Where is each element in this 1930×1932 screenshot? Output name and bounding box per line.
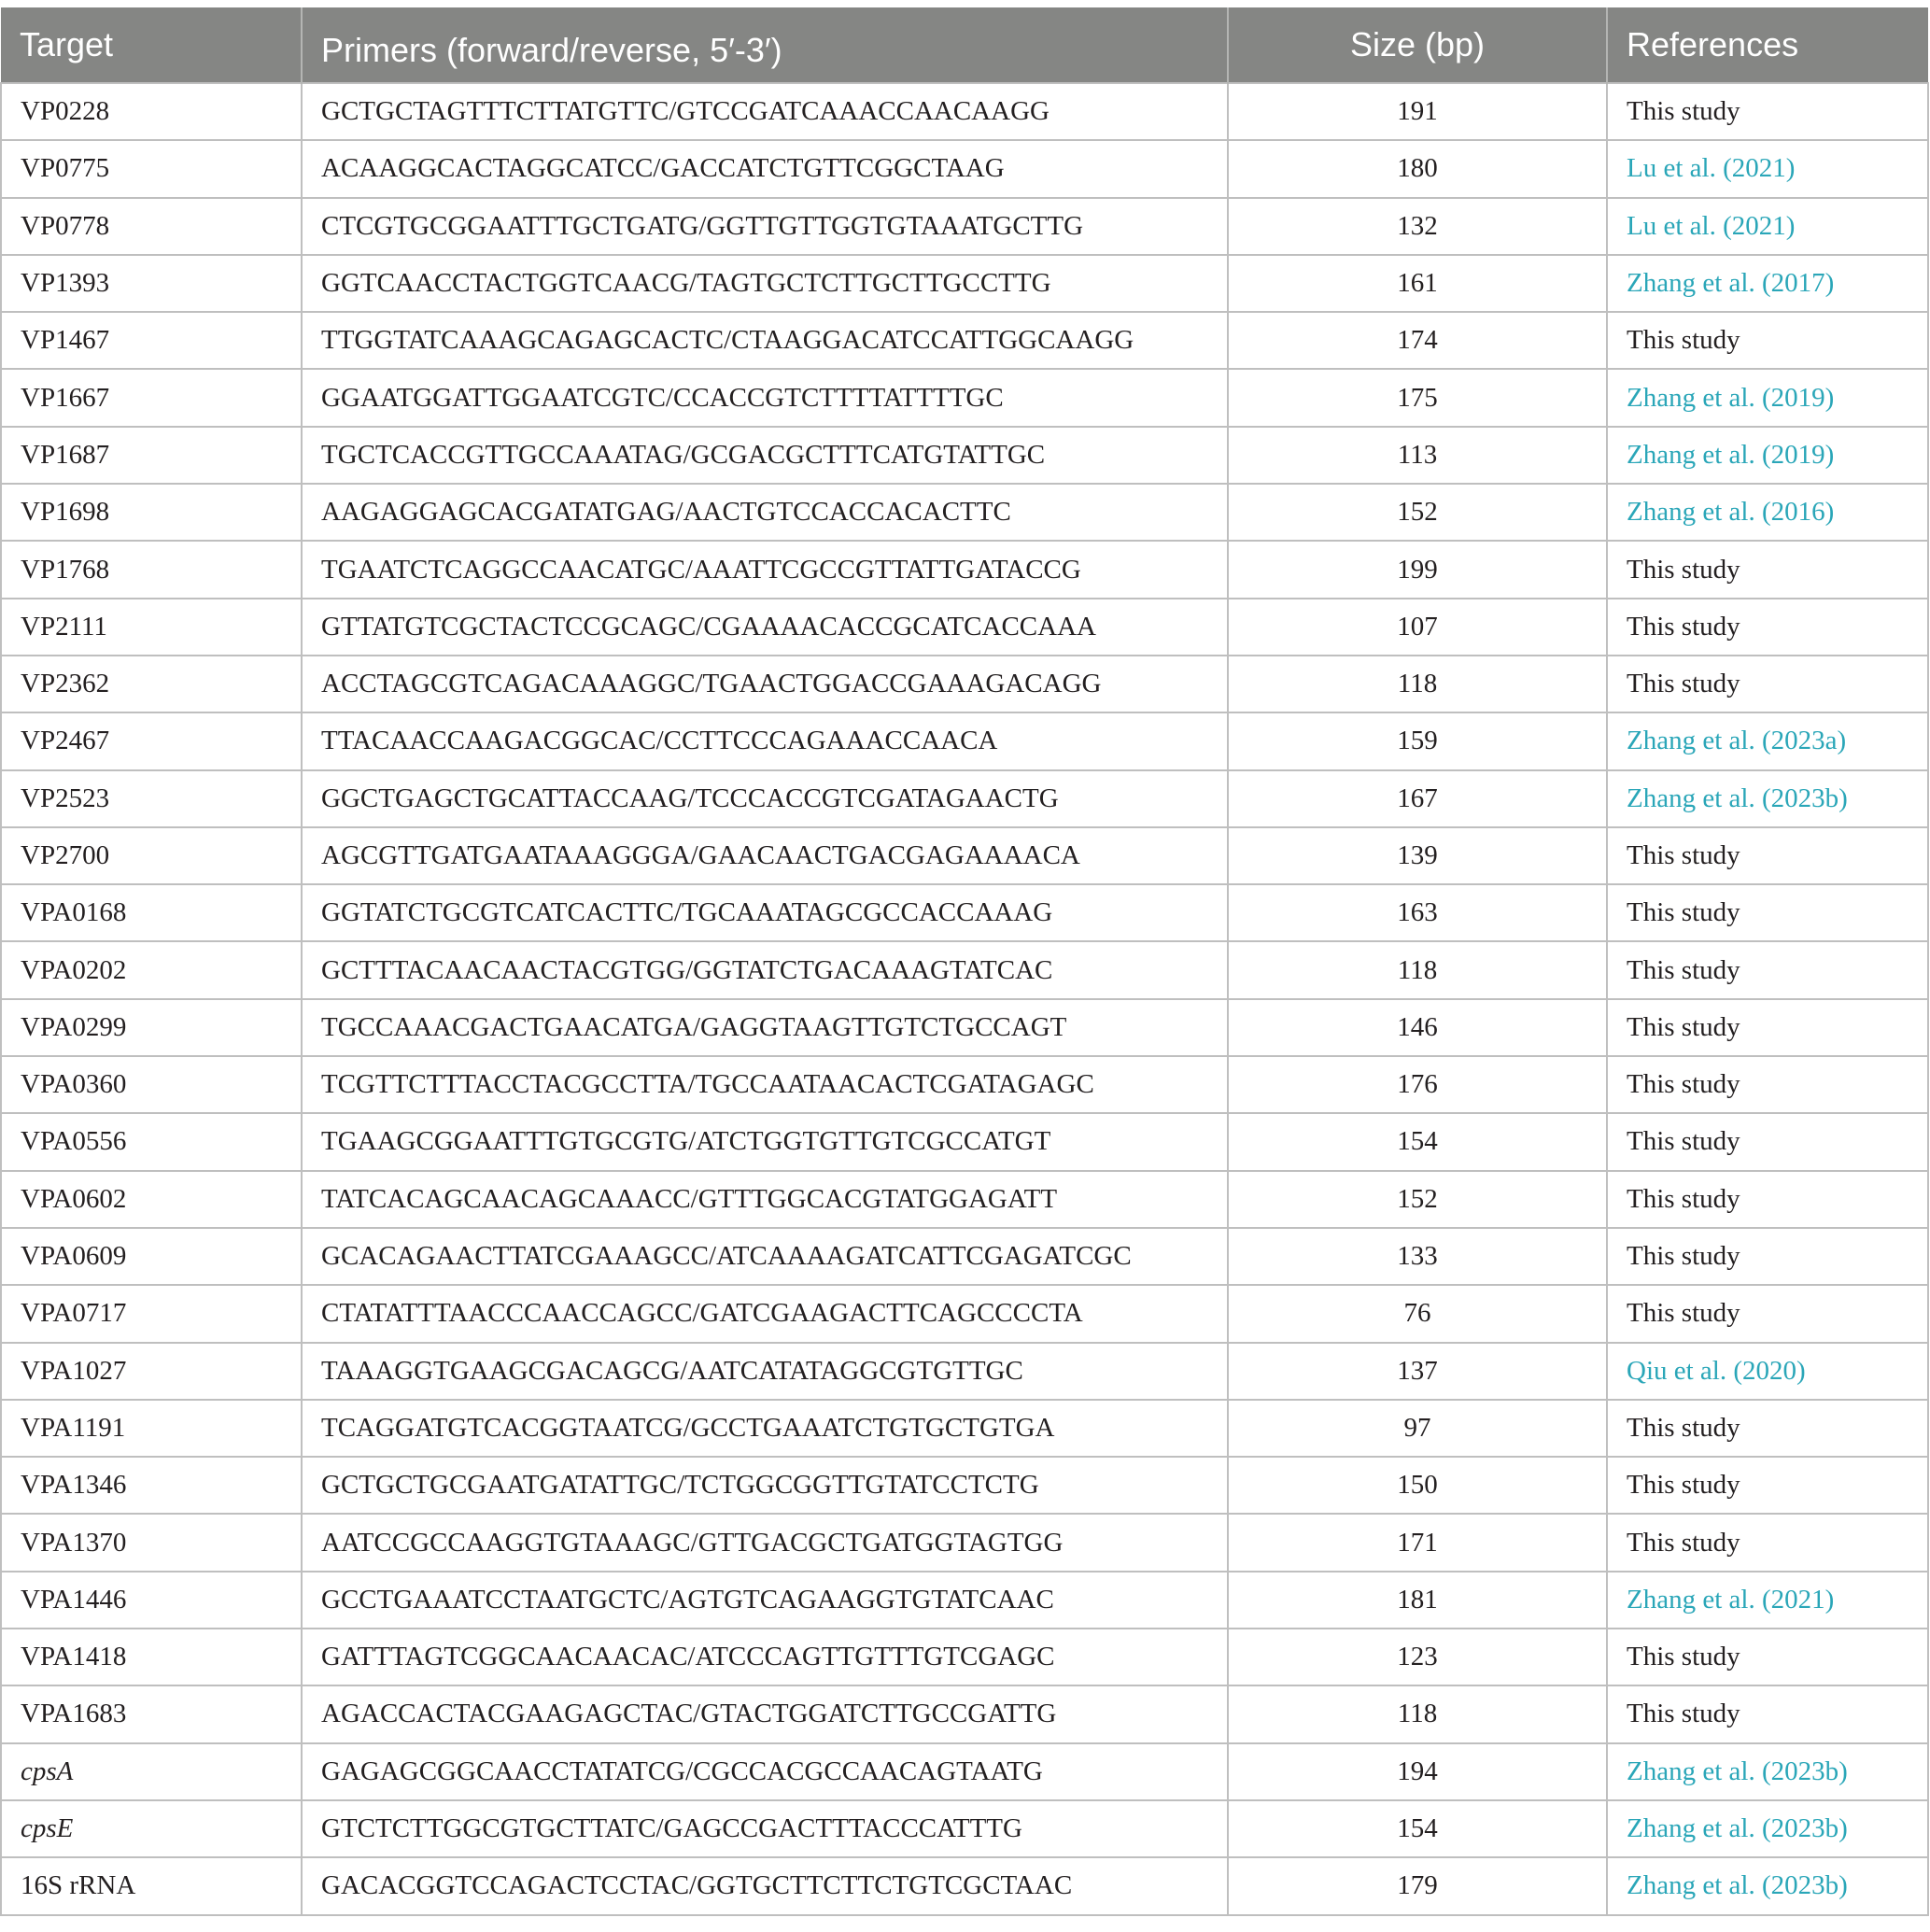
reference-link[interactable]: Qiu et al. (2020) xyxy=(1607,1343,1928,1400)
target-cell: VPA1418 xyxy=(1,1629,302,1685)
table-row xyxy=(1,198,1928,255)
primers-cell: GTTATGTCGCTACTCCGCAGC/CGAAAACACCGCATCACCAAA xyxy=(302,599,1228,656)
target-cell: cpsE xyxy=(1,1800,302,1857)
size-cell: 179 xyxy=(1228,1857,1607,1914)
primers-cell: TCGTTCTTTACCTACGCCTTA/TGCCAATAACACTCGATAGAGC xyxy=(302,1056,1228,1113)
table-row xyxy=(1,1400,1928,1457)
table-row xyxy=(1,484,1928,541)
target-cell: VPA1191 xyxy=(1,1400,302,1457)
table-row xyxy=(1,140,1928,197)
table-row xyxy=(1,1629,1928,1685)
table-row xyxy=(1,83,1928,140)
size-cell: 118 xyxy=(1228,1685,1607,1742)
target-cell: VP1393 xyxy=(1,255,302,312)
size-cell: 118 xyxy=(1228,656,1607,712)
target-cell: VP2700 xyxy=(1,827,302,884)
size-cell: 171 xyxy=(1228,1514,1607,1571)
target-cell: VPA0168 xyxy=(1,884,302,941)
reference-cell: This study xyxy=(1607,83,1928,140)
size-cell: 191 xyxy=(1228,83,1607,140)
size-cell: 133 xyxy=(1228,1228,1607,1285)
primers-cell: GCTGCTGCGAATGATATTGC/TCTGGCGGTTGTATCCTCTG xyxy=(302,1457,1228,1514)
size-cell: 176 xyxy=(1228,1056,1607,1113)
size-cell: 118 xyxy=(1228,941,1607,998)
reference-cell: This study xyxy=(1607,1400,1928,1457)
reference-link[interactable]: Zhang et al. (2023a) xyxy=(1607,712,1928,769)
size-cell: 163 xyxy=(1228,884,1607,941)
target-cell: VP2523 xyxy=(1,770,302,827)
header-row xyxy=(1,7,1928,83)
size-cell: 150 xyxy=(1228,1457,1607,1514)
reference-cell: This study xyxy=(1607,1629,1928,1685)
size-cell: 137 xyxy=(1228,1343,1607,1400)
size-cell: 152 xyxy=(1228,484,1607,541)
reference-cell: This study xyxy=(1607,1285,1928,1342)
primers-cell: GCCTGAAATCCTAATGCTC/AGTGTCAGAAGGTGTATCAAC xyxy=(302,1572,1228,1629)
table-row xyxy=(1,1857,1928,1914)
size-cell: 194 xyxy=(1228,1743,1607,1800)
table-row xyxy=(1,1457,1928,1514)
primers-cell: CTCGTGCGGAATTTGCTGATG/GGTTGTTGGTGTAAATGCTTG xyxy=(302,198,1228,255)
primers-cell: GTCTCTTGGCGTGCTTATC/GAGCCGACTTTACCCATTTG xyxy=(302,1800,1228,1857)
table-row xyxy=(1,656,1928,712)
reference-cell: This study xyxy=(1607,827,1928,884)
table-row xyxy=(1,1514,1928,1571)
target-cell: VP1698 xyxy=(1,484,302,541)
reference-cell: This study xyxy=(1607,599,1928,656)
primers-cell: ACAAGGCACTAGGCATCC/GACCATCTGTTCGGCTAAG xyxy=(302,140,1228,197)
size-cell: 97 xyxy=(1228,1400,1607,1457)
reference-cell: This study xyxy=(1607,1685,1928,1742)
size-cell: 123 xyxy=(1228,1629,1607,1685)
table-row xyxy=(1,255,1928,312)
reference-cell: This study xyxy=(1607,1056,1928,1113)
reference-link[interactable]: Zhang et al. (2023b) xyxy=(1607,1857,1928,1914)
reference-cell: This study xyxy=(1607,941,1928,998)
table-row xyxy=(1,770,1928,827)
target-cell: VP0778 xyxy=(1,198,302,255)
table-row xyxy=(1,1743,1928,1800)
primers-cell: GGAATGGATTGGAATCGTC/CCACCGTCTTTTATTTTGC xyxy=(302,369,1228,426)
reference-link[interactable]: Zhang et al. (2021) xyxy=(1607,1572,1928,1629)
target-cell: VPA1346 xyxy=(1,1457,302,1514)
size-cell: 76 xyxy=(1228,1285,1607,1342)
table-header xyxy=(1,7,1928,83)
target-cell: VPA1027 xyxy=(1,1343,302,1400)
target-cell: VPA0556 xyxy=(1,1113,302,1170)
primers-cell: TTGGTATCAAAGCAGAGCACTC/CTAAGGACATCCATTGGCAAGG xyxy=(302,312,1228,369)
target-cell: VP1667 xyxy=(1,369,302,426)
table-row xyxy=(1,369,1928,426)
target-cell: VP0775 xyxy=(1,140,302,197)
table-row xyxy=(1,1171,1928,1228)
size-cell: 199 xyxy=(1228,541,1607,598)
primers-cell: GGTCAACCTACTGGTCAACG/TAGTGCTCTTGCTTGCCTTG xyxy=(302,255,1228,312)
table-row xyxy=(1,884,1928,941)
reference-cell: This study xyxy=(1607,1171,1928,1228)
reference-link[interactable]: Zhang et al. (2019) xyxy=(1607,427,1928,484)
table-row xyxy=(1,599,1928,656)
table-row xyxy=(1,999,1928,1056)
size-cell: 152 xyxy=(1228,1171,1607,1228)
table-row xyxy=(1,1056,1928,1113)
size-cell: 174 xyxy=(1228,312,1607,369)
reference-link[interactable]: Zhang et al. (2023b) xyxy=(1607,1743,1928,1800)
primers-cell: AGCGTTGATGAATAAAGGGA/GAACAACTGACGAGAAAACA xyxy=(302,827,1228,884)
reference-link[interactable]: Lu et al. (2021) xyxy=(1607,140,1928,197)
target-cell: VP2467 xyxy=(1,712,302,769)
reference-cell: This study xyxy=(1607,541,1928,598)
reference-link[interactable]: Zhang et al. (2023b) xyxy=(1607,1800,1928,1857)
reference-cell: This study xyxy=(1607,999,1928,1056)
table-body xyxy=(1,83,1928,1915)
table-row xyxy=(1,541,1928,598)
reference-cell: This study xyxy=(1607,884,1928,941)
table-row xyxy=(1,941,1928,998)
target-cell: VP1687 xyxy=(1,427,302,484)
primers-cell: ACCTAGCGTCAGACAAAGGC/TGAACTGGACCGAAAGACAGG xyxy=(302,656,1228,712)
primers-cell: GCTTTACAACAACTACGTGG/GGTATCTGACAAAGTATCAC xyxy=(302,941,1228,998)
size-cell: 132 xyxy=(1228,198,1607,255)
primers-cell: AAGAGGAGCACGATATGAG/AACTGTCCACCACACTTC xyxy=(302,484,1228,541)
primers-cell: TGCCAAACGACTGAACATGA/GAGGTAAGTTGTCTGCCAGT xyxy=(302,999,1228,1056)
target-cell: VP1467 xyxy=(1,312,302,369)
primers-cell: AGACCACTACGAAGAGCTAC/GTACTGGATCTTGCCGATTG xyxy=(302,1685,1228,1742)
size-cell: 159 xyxy=(1228,712,1607,769)
table-row xyxy=(1,1343,1928,1400)
target-cell: VP1768 xyxy=(1,541,302,598)
table-row xyxy=(1,1572,1928,1629)
target-cell: VPA0202 xyxy=(1,941,302,998)
target-cell: 16S rRNA xyxy=(1,1857,302,1914)
target-cell: VP2111 xyxy=(1,599,302,656)
reference-cell: This study xyxy=(1607,1457,1928,1514)
primers-cell: TATCACAGCAACAGCAAACC/GTTTGGCACGTATGGAGATT xyxy=(302,1171,1228,1228)
primer-table xyxy=(0,7,1929,1916)
primers-cell: GGTATCTGCGTCATCACTTC/TGCAAATAGCGCCACCAAAG xyxy=(302,884,1228,941)
reference-link[interactable]: Zhang et al. (2016) xyxy=(1607,484,1928,541)
target-cell: VPA0360 xyxy=(1,1056,302,1113)
column-header-references: References xyxy=(1607,7,1928,83)
column-header-primers: Primers (forward/reverse, 5′-3′) xyxy=(302,7,1228,83)
primers-cell: GCACAGAACTTATCGAAAGCC/ATCAAAAGATCATTCGAGATCGC xyxy=(302,1228,1228,1285)
primers-cell: TCAGGATGTCACGGTAATCG/GCCTGAAATCTGTGCTGTGA xyxy=(302,1400,1228,1457)
table-row xyxy=(1,1285,1928,1342)
size-cell: 181 xyxy=(1228,1572,1607,1629)
table-row xyxy=(1,1685,1928,1742)
size-cell: 107 xyxy=(1228,599,1607,656)
size-cell: 167 xyxy=(1228,770,1607,827)
reference-link[interactable]: Zhang et al. (2023b) xyxy=(1607,770,1928,827)
size-cell: 161 xyxy=(1228,255,1607,312)
table-row xyxy=(1,427,1928,484)
reference-cell: This study xyxy=(1607,1113,1928,1170)
target-cell: VPA1370 xyxy=(1,1514,302,1571)
target-cell: VPA1683 xyxy=(1,1685,302,1742)
size-cell: 180 xyxy=(1228,140,1607,197)
size-cell: 113 xyxy=(1228,427,1607,484)
table-row xyxy=(1,312,1928,369)
reference-cell: This study xyxy=(1607,1228,1928,1285)
target-cell: VPA0299 xyxy=(1,999,302,1056)
table-row xyxy=(1,1228,1928,1285)
primers-cell: TAAAGGTGAAGCGACAGCG/AATCATATAGGCGTGTTGC xyxy=(302,1343,1228,1400)
target-cell: VPA1446 xyxy=(1,1572,302,1629)
reference-cell: This study xyxy=(1607,656,1928,712)
target-cell: cpsA xyxy=(1,1743,302,1800)
primers-cell: GACACGGTCCAGACTCCTAC/GGTGCTTCTTCTGTCGCTAAC xyxy=(302,1857,1228,1914)
table-row xyxy=(1,827,1928,884)
primers-cell: GGCTGAGCTGCATTACCAAG/TCCCACCGTCGATAGAACTG xyxy=(302,770,1228,827)
reference-link[interactable]: Lu et al. (2021) xyxy=(1607,198,1928,255)
column-header-size: Size (bp) xyxy=(1228,7,1607,83)
primers-cell: GCTGCTAGTTTCTTATGTTC/GTCCGATCAAACCAACAAGG xyxy=(302,83,1228,140)
primers-cell: TGCTCACCGTTGCCAAATAG/GCGACGCTTTCATGTATTGC xyxy=(302,427,1228,484)
table-row xyxy=(1,1800,1928,1857)
primers-cell: TGAATCTCAGGCCAACATGC/AAATTCGCCGTTATTGATACCG xyxy=(302,541,1228,598)
reference-link[interactable]: Zhang et al. (2017) xyxy=(1607,255,1928,312)
primers-cell: TTACAACCAAGACGGCAC/CCTTCCCAGAAACCAACA xyxy=(302,712,1228,769)
target-cell: VPA0602 xyxy=(1,1171,302,1228)
primers-cell: CTATATTTAACCCAACCAGCC/GATCGAAGACTTCAGCCCCTA xyxy=(302,1285,1228,1342)
size-cell: 146 xyxy=(1228,999,1607,1056)
reference-cell: This study xyxy=(1607,1514,1928,1571)
column-header-target: Target xyxy=(1,7,302,83)
table-row xyxy=(1,712,1928,769)
target-cell: VPA0609 xyxy=(1,1228,302,1285)
reference-link[interactable]: Zhang et al. (2019) xyxy=(1607,369,1928,426)
size-cell: 139 xyxy=(1228,827,1607,884)
primers-cell: GAGAGCGGCAACCTATATCG/CGCCACGCCAACAGTAATG xyxy=(302,1743,1228,1800)
primers-cell: TGAAGCGGAATTTGTGCGTG/ATCTGGTGTTGTCGCCATGT xyxy=(302,1113,1228,1170)
size-cell: 175 xyxy=(1228,369,1607,426)
size-cell: 154 xyxy=(1228,1800,1607,1857)
table-row xyxy=(1,1113,1928,1170)
target-cell: VPA0717 xyxy=(1,1285,302,1342)
primers-cell: AATCCGCCAAGGTGTAAAGC/GTTGACGCTGATGGTAGTGG xyxy=(302,1514,1228,1571)
primers-cell: GATTTAGTCGGCAACAACAC/ATCCCAGTTGTTTGTCGAGC xyxy=(302,1629,1228,1685)
size-cell: 154 xyxy=(1228,1113,1607,1170)
target-cell: VP0228 xyxy=(1,83,302,140)
reference-cell: This study xyxy=(1607,312,1928,369)
target-cell: VP2362 xyxy=(1,656,302,712)
